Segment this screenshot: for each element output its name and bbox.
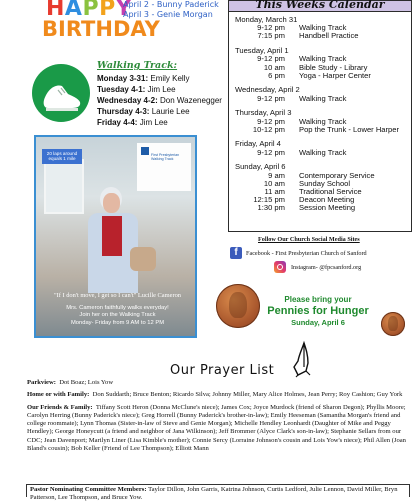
event-description: Walking Track <box>299 23 347 33</box>
penny-icon <box>216 284 260 328</box>
facebook-icon: f <box>230 247 242 259</box>
event-time: 9-12 pm <box>257 116 285 126</box>
penny-icon <box>381 312 405 336</box>
walk-day: Wednesday 4-2: <box>97 96 158 105</box>
calendar-day-heading: Sunday, April 6 <box>235 162 286 172</box>
facebook-text: Facebook - First Presbyterian Church of Sanford <box>246 249 367 257</box>
instagram-text: Instagram- @fpcsanford.org <box>291 263 362 271</box>
calendar-day-heading: Friday, April 4 <box>235 139 281 149</box>
calendar-event <box>235 32 411 40</box>
calendar-title: This Weeks Calendar <box>229 1 411 12</box>
event-time: 1:30 pm <box>257 203 285 213</box>
prayer-label: Our Friends & Family: <box>27 403 93 411</box>
calendar-day-heading: Tuesday, April 1 <box>235 46 289 56</box>
walking-track-row <box>97 95 222 106</box>
birthday-logo-text: BIRTHDAY <box>42 17 160 41</box>
walk-day: Friday 4-4: <box>97 118 138 127</box>
event-time: 11 am <box>264 186 285 196</box>
event-description: Traditional Service <box>299 186 362 196</box>
happy-letter: H <box>46 0 65 21</box>
walking-track-row <box>97 84 222 95</box>
event-time: 9 am <box>268 170 285 180</box>
caption-line: Monday- Friday from 9 AM to 12 PM <box>70 319 165 326</box>
event-description: Walking Track <box>299 147 347 157</box>
prayer-list <box>27 379 410 457</box>
handbag-icon <box>130 247 156 271</box>
prayer-parkview <box>27 379 410 387</box>
calendar-day-heading: Thursday, April 3 <box>235 108 292 118</box>
event-time: 10-12 pm <box>252 124 285 134</box>
happy-letter: Y <box>115 0 133 21</box>
calendar-event <box>235 72 411 80</box>
pennies-for-hunger <box>262 295 374 328</box>
event-time: 9-12 pm <box>257 54 285 64</box>
event-description: Pop the Trunk - Lower Harper <box>299 124 400 134</box>
prayer-home <box>27 391 410 399</box>
birthday-list <box>123 0 219 20</box>
happy-letter: P <box>82 0 100 21</box>
event-description: Bible Study - Library <box>299 62 368 72</box>
event-time: 9-12 pm <box>257 147 285 157</box>
event-time: 10 am <box>263 62 285 72</box>
prayer-names: Tiffany Scott Heron (Donna McClune's niece); James Cox; Joyce Murdock (friend of Sharon Degon); Phyllis Moore; Carolyn Herring (Bunny Paderick's niece); Greg Horrell (Bunny Paderick's brother-in-law); Emily Heeseman (Samantha Morgan's friend and college roommate); Lynn Thomas (Sister-in-law of Steve and Genie Morgan); Michelle Hendley Leonhardt (Daughter of Mike and Peggy Hendley); George Honeycutt (a friend and neighbor of Jana Wilkinson); Jeff Brommer (Alyce Clark's son-in-law); Stephanie Sellars from our CDC; Jean Davenport; Marilyn Liner (Lisa Kimble's mother); Connie Sercy (Lorraine Johnson's cousin and Lois Yow's niece); Phil Allen (Joan Bland's cousin); Bob Keller (Friend of Lee Thompson); Elliott Mann <box>27 403 406 453</box>
walk-name: Jim Lee <box>147 85 176 94</box>
event-time: 9-12 pm <box>257 93 285 103</box>
walking-track-row <box>97 73 222 84</box>
church-logo-icon <box>141 147 149 155</box>
walking-track-photo <box>34 135 197 338</box>
prayer-names: Don Suddarth; Bruce Benton; Ricardo Silva; Johnny Miller, Mary Alice Holmes, Jean Perry; Roy Cashion; Guy York <box>92 391 403 399</box>
caption-line: Join her on the Walking Track <box>79 312 156 319</box>
walk-day: Monday 3-31: <box>97 74 149 83</box>
social-media-title: Follow Our Church Social Media Sites <box>258 236 360 243</box>
pennies-date: Sunday, April 6 <box>291 318 345 327</box>
calendar-event <box>235 149 411 157</box>
walk-day: Tuesday 4-1: <box>97 85 146 94</box>
walking-track-sign <box>137 143 191 191</box>
prayer-label: Parkview: <box>27 379 56 386</box>
walking-track-title: Walking Track: <box>97 60 178 71</box>
pastor-nominating-committee <box>26 484 410 501</box>
prayer-label: Home or with Family: <box>27 391 90 399</box>
event-time: 12:15 pm <box>253 195 285 205</box>
event-time: 9-12 pm <box>257 23 285 33</box>
calendar-day-heading: Wednesday, April 2 <box>235 85 300 95</box>
event-description: Handbell Practice <box>299 31 359 41</box>
calendar-event <box>235 204 411 212</box>
prayer-friends <box>27 404 410 454</box>
prayer-list-title: Our Prayer List <box>170 363 275 378</box>
walking-track-row <box>97 117 222 128</box>
walk-name: Emily Kelly <box>150 74 190 83</box>
facebook-link[interactable] <box>230 247 367 259</box>
walk-name: Laurie Lee <box>151 107 190 116</box>
event-description: Walking Track <box>299 116 347 126</box>
photo-window <box>44 159 84 214</box>
happy-letter: A <box>64 0 83 21</box>
walk-name: Don Wazenegger <box>160 96 222 105</box>
photo-caption <box>40 305 195 327</box>
caption-line: Mrs. Cameron faithfully walks everyday! <box>66 305 169 311</box>
walk-name: Jim Lee <box>139 118 168 127</box>
event-description: Walking Track <box>299 54 347 64</box>
birthday-entry: April 2 - Bunny Paderick <box>123 0 219 9</box>
praying-hands-icon <box>290 341 318 377</box>
photo-quote: "If I don't move, I get so I can't" Lucille Cameron <box>54 292 181 299</box>
prayer-names: Dot Boaz; Lois Yow <box>59 379 114 386</box>
event-time: 7:15 pm <box>257 31 285 41</box>
pennies-heading: Pennies for Hunger <box>267 305 369 317</box>
happy-letter: P <box>99 0 116 21</box>
calendar-day-heading: Monday, March 31 <box>235 15 298 24</box>
calendar-event <box>235 126 411 134</box>
weekly-calendar <box>228 0 412 232</box>
happy-birthday-logo <box>20 0 160 42</box>
event-time: 6 pm <box>268 70 285 80</box>
event-description: Walking Track <box>299 93 347 103</box>
instagram-link[interactable] <box>274 261 361 273</box>
event-description: Deacon Meeting <box>299 195 355 205</box>
sign-text: First Presbyterian Walking Track <box>151 152 180 161</box>
event-description: Sunday School <box>299 178 351 188</box>
instagram-icon <box>274 261 286 273</box>
calendar-event <box>235 95 411 103</box>
calendar-body <box>229 12 411 213</box>
event-time: 10 am <box>263 178 285 188</box>
event-description: Session Meeting <box>299 203 356 213</box>
sneaker-icon <box>32 64 90 122</box>
event-description: Yoga - Harper Center <box>299 70 371 80</box>
committee-label: Pastor Nominating Committee Members: <box>30 486 147 493</box>
birthday-entry: April 3 - Genie Morgan <box>123 10 213 19</box>
committee-members: Taylor Dillon, John Garris, Katrina Johnson, Curtis Ledford, Julie Lennon, David Miller, Bryn Patterson, Lee Thompson, and Bruce Yow. <box>30 486 398 501</box>
laps-note: 20 laps around equals 1 mile <box>42 149 82 164</box>
walking-track-row <box>97 106 222 117</box>
walking-track-schedule <box>97 73 222 128</box>
event-description: Contemporary Service <box>299 170 375 180</box>
walk-day: Thursday 4-3: <box>97 107 150 116</box>
pennies-line: Please bring your <box>284 295 352 304</box>
